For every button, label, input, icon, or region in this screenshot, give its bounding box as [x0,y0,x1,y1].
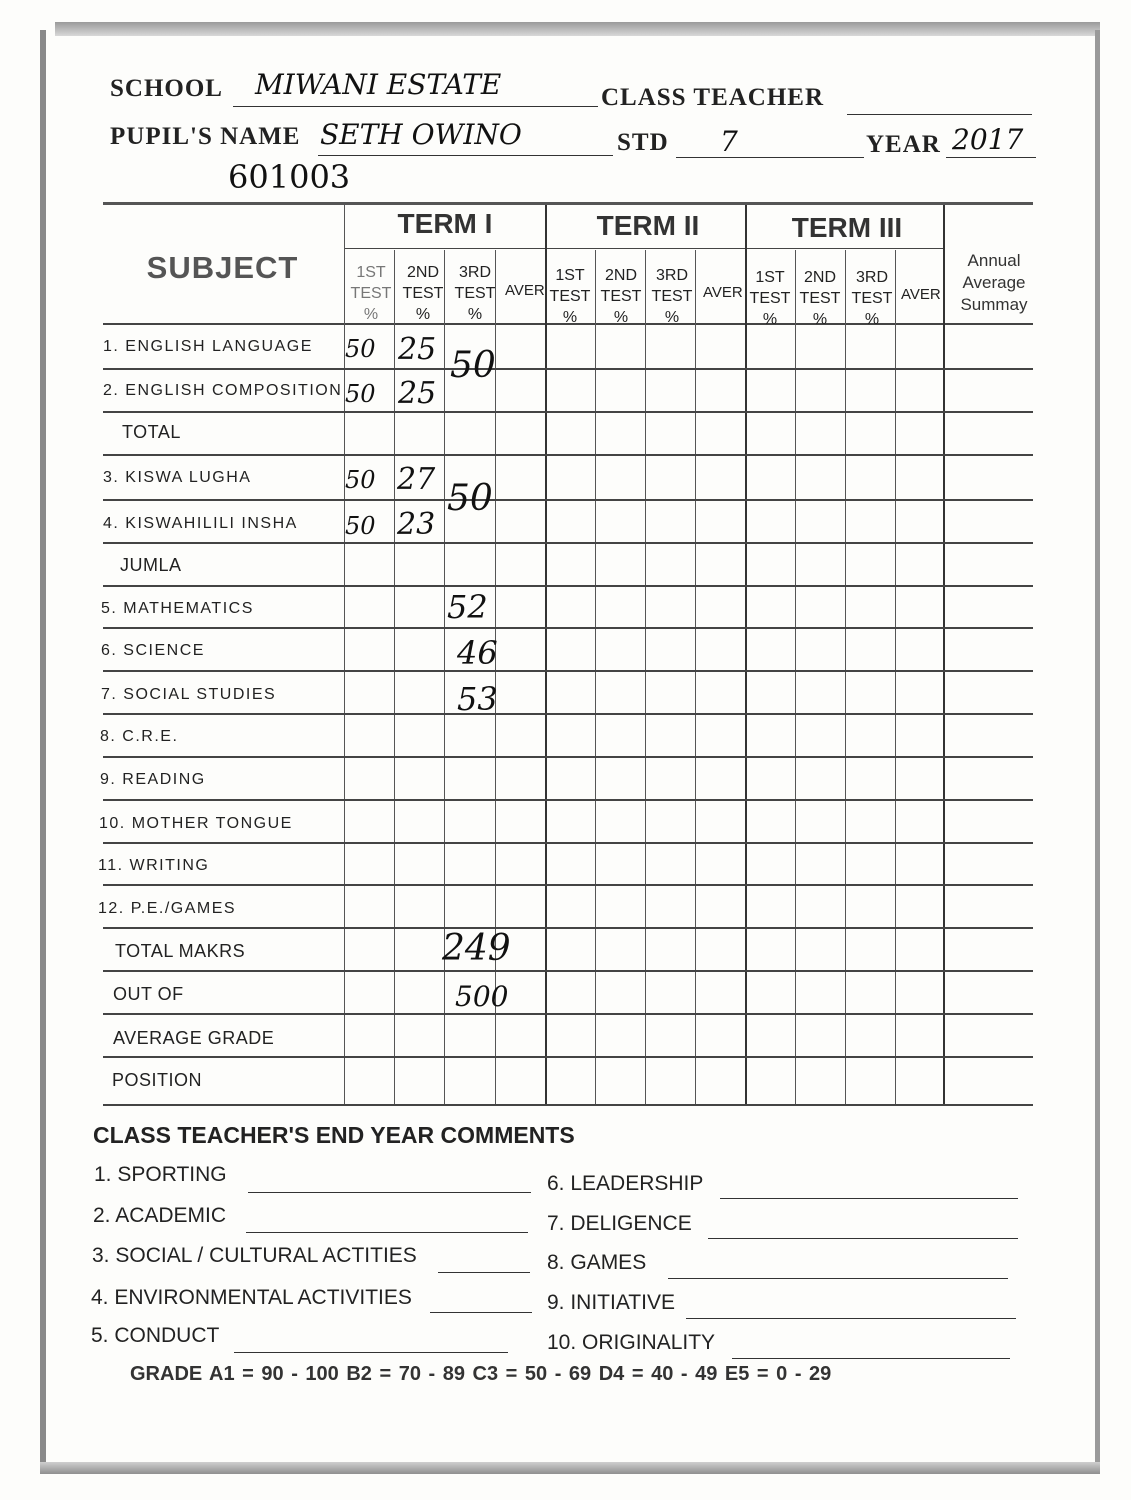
row-line [103,627,1033,629]
comment-environmental: 4. ENVIRONMENTAL ACTIVITIES [91,1286,412,1309]
mark-composition-t1-2: 25 [398,376,437,411]
table-top-border [103,202,1033,205]
grading-scale: GRADE A1 = 90 - 100 B2 = 70 - 89 C3 = 50 - 69 D4 = 40 - 49 E5 = 0 - 29 [130,1363,832,1385]
term-2-heading: TERM II [596,210,700,241]
std-value: 7 [720,125,738,158]
t3-test2-head: 2ND TEST % [799,269,841,328]
comment-social: 3. SOCIAL / CULTURAL ACTITIES [92,1244,417,1267]
mark-kiswahili-t1-3: 50 [447,478,493,519]
comment-line [234,1352,508,1353]
comments-title: CLASS TEACHER'S END YEAR COMMENTS [93,1122,575,1148]
pupil-name-label: PUPIL'S NAME [110,123,301,150]
row-line [103,454,1033,456]
row-line [103,1013,1033,1015]
scan-edge-bottom [40,1462,1100,1474]
mark-insha-t1-2: 23 [397,507,436,542]
mark-composition-t1-1: 50 [345,380,376,408]
subject-label: OUT OF [113,984,184,1004]
term-1-heading: TERM I [397,208,493,239]
comment-academic: 2. ACADEMIC [93,1204,227,1227]
scan-edge-right [1095,30,1100,1470]
subject-label: 8. C.R.E. [100,728,179,745]
subject-label: 5. MATHEMATICS [101,600,254,617]
mark-social-t1-3: 53 [457,680,498,718]
school-underline [233,106,598,107]
comment-line [686,1318,1016,1319]
row-line [103,542,1033,544]
term-3-heading: TERM III [791,212,903,243]
row-line [103,499,1033,501]
row-line [103,670,1033,672]
year-value: 2017 [952,123,1024,156]
mark-english-t1-2: 25 [398,332,437,367]
t1-test1-head: 1ST TEST % [350,264,392,323]
row-line [103,842,1033,844]
row-line [103,411,1033,413]
t2-test3-head: 3RD TEST % [651,267,693,326]
mark-science-t1-3: 46 [457,634,498,672]
subject-label: 9. READING [100,771,206,788]
year-underline [946,157,1036,158]
pupil-name-value: SETH OWINO [320,118,522,151]
pupil-name-underline [318,155,613,156]
mark-kiswa-t1-2: 27 [397,462,436,497]
subject-label: 3. KISWA LUGHA [103,469,252,486]
row-line [103,585,1033,587]
mark-kiswa-t1-1: 50 [345,466,376,494]
std-underline [676,157,864,158]
comment-initiative: 9. INITIATIVE [547,1291,675,1314]
class-teacher-label: CLASS TEACHER [601,84,825,111]
subject-label: 10. MOTHER TONGUE [99,815,293,832]
school-label: SCHOOL [110,75,223,102]
mark-total-t1-3: 249 [442,928,511,969]
comment-line [668,1278,1008,1279]
comment-originality: 10. ORIGINALITY [547,1331,716,1354]
col-line [695,250,696,1105]
comment-line [732,1358,1010,1359]
subject-label: 7. SOCIAL STUDIES [101,686,277,703]
row-line [103,713,1033,715]
t3-aver-head: AVER [901,286,941,303]
col-line [394,250,395,1105]
mark-english-t1-3: 50 [450,345,496,386]
mark-maths-t1-3: 52 [447,588,488,626]
row-line [103,1056,1033,1058]
comment-leadership: 6. LEADERSHIP [547,1172,704,1195]
col-line [595,250,596,1105]
mark-english-t1-1: 50 [345,335,376,363]
comment-line [708,1238,1018,1239]
col-line [895,250,896,1105]
comment-sporting: 1. SPORTING [94,1163,227,1186]
comment-line [438,1272,530,1273]
subject-label: 11. WRITING [98,857,210,874]
t2-aver-head: AVER [703,284,743,301]
comment-line [246,1232,528,1233]
subject-label: 12. P.E./GAMES [98,900,237,917]
subject-label: 1. ENGLISH LANGUAGE [103,338,313,355]
mark-insha-t1-1: 50 [345,512,376,540]
row-line [103,799,1033,801]
std-label: STD [617,129,669,156]
comment-line [248,1192,531,1193]
mark-outof-t1-3: 500 [455,980,509,1013]
subject-label: TOTAL [122,422,181,442]
table-bottom-border [103,1104,1033,1106]
t2-test1-head: 1ST TEST % [549,267,591,326]
annual-average-heading: Annual Average Summay [960,251,1028,314]
admission-number: 601003 [228,158,351,196]
subject-label: AVERAGE GRADE [113,1028,275,1048]
term-header-underline [345,248,943,249]
t1-test2-head: 2ND TEST % [402,264,444,323]
subject-label: 2. ENGLISH COMPOSITION [103,382,343,399]
school-value: MIWANI ESTATE [255,68,502,101]
subject-label: JUMLA [120,555,182,575]
col-line [795,250,796,1105]
subject-heading: SUBJECT [146,250,299,285]
comment-line [430,1312,532,1313]
t1-test3-head: 3RD TEST % [454,264,496,323]
subject-label: 6. SCIENCE [101,642,205,659]
comment-line [720,1198,1018,1199]
class-teacher-underline [847,114,1032,115]
row-line [103,884,1033,886]
comment-conduct: 5. CONDUCT [91,1324,220,1347]
t3-test1-head: 1ST TEST % [749,269,791,328]
col-line [444,250,445,1105]
subject-label: POSITION [112,1070,203,1090]
col-line [845,250,846,1105]
row-line [103,756,1033,758]
row-line [103,368,1033,370]
subject-label: TOTAL MAKRS [115,941,246,961]
scan-edge-top [55,22,1100,36]
comment-games: 8. GAMES [547,1251,647,1274]
subject-label: 4. KISWAHILILI INSHA [103,515,298,532]
comment-deligence: 7. DELIGENCE [547,1212,692,1235]
scan-edge-left [40,30,46,1470]
row-line [103,927,1033,929]
t2-test2-head: 2ND TEST % [600,267,642,326]
col-line [645,250,646,1105]
t1-aver-head: AVER [505,282,545,299]
year-label: YEAR [866,131,941,158]
row-line [103,970,1033,972]
t3-test3-head: 3RD TEST % [851,269,893,328]
